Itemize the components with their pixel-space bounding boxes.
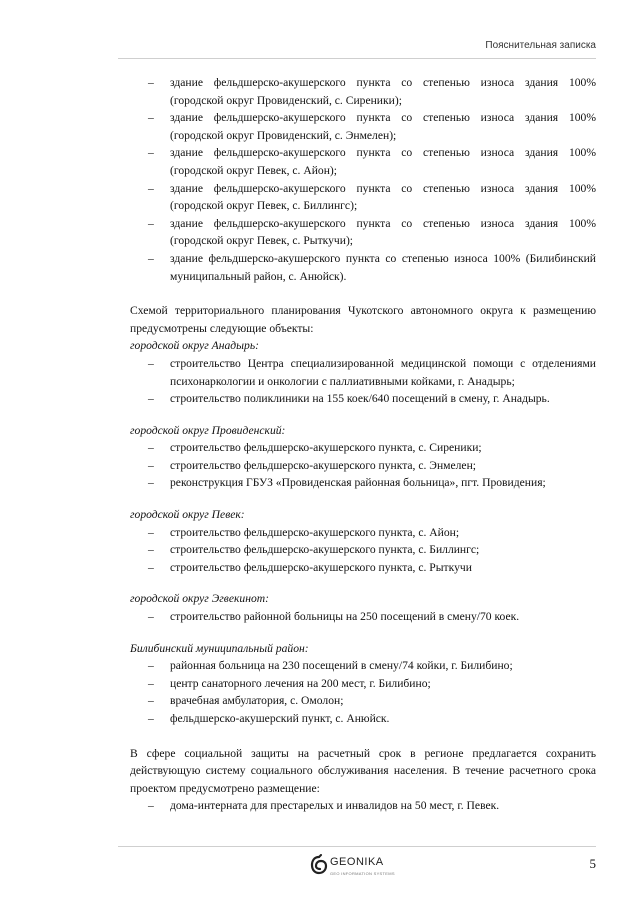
- section-heading: Билибинский муниципальный район:: [130, 641, 309, 655]
- list-item: – фельдшерско-акушерский пункт, с. Анюйск.: [130, 710, 596, 728]
- list-item: – строительство фельдшерско-акушерского пункта, с. Биллингс;: [130, 541, 596, 559]
- list-item: – строительство фельдшерско-акушерского пункта, с. Энмелен;: [130, 457, 596, 475]
- list-item: – здание фельдшерско-акушерского пункта со степенью износа здания 100% (городской округ Певек, с. Рыткучи);: [148, 216, 596, 248]
- list-dash: –: [148, 356, 154, 370]
- list-dash: –: [148, 560, 154, 574]
- list-dash: –: [148, 251, 154, 265]
- list-dash: –: [148, 525, 154, 539]
- logo-tagline: GEO INFORMATION SYSTEMS: [330, 871, 395, 876]
- list-dash: –: [148, 799, 154, 813]
- list-dash: –: [148, 476, 154, 490]
- page-number: 5: [589, 856, 596, 871]
- section-heading: городской округ Певек:: [130, 508, 245, 522]
- list-dash: –: [148, 458, 154, 472]
- list-item: – строительство фельдшерско-акушерского пункта, с. Айон;: [130, 524, 596, 542]
- section-anadyr: [130, 337, 596, 407]
- list-dash: –: [148, 712, 154, 725]
- spiral-logo-icon: [310, 854, 328, 876]
- list-item: – строительство фельдшерско-акушерского пункта, с. Сиреники;: [130, 439, 596, 457]
- section-heading: городской округ Эгвекинот:: [130, 592, 269, 606]
- list-item: – реконструкция ГБУЗ «Провиденская районная больница», пгт. Провидения;: [130, 474, 596, 492]
- section-heading: городской округ Провиденский:: [130, 423, 286, 437]
- list-item: – центр санаторного лечения на 200 мест, г. Билибино;: [130, 675, 596, 693]
- header-title: Пояснительная записка: [485, 40, 596, 51]
- list-dash: –: [148, 392, 154, 406]
- section-heading: городской округ Анадырь:: [130, 339, 259, 353]
- list-item: – здание фельдшерско-акушерского пункта со степенью износа здания 100% (городской округ Певек, с. Биллингс);: [148, 181, 596, 213]
- list-dash: –: [148, 676, 154, 690]
- list-item: – строительство поликлиники на 155 коек/640 посещений в смену, г. Анадырь.: [130, 390, 596, 408]
- scheme-intro-paragraph: Схемой территориального планирования Чукотского автономного округа к размещению предусмотрены следующие объекты:: [130, 304, 596, 335]
- list-dash: –: [148, 146, 154, 160]
- section-bilibino: [130, 640, 596, 728]
- list-item: – дома-интерната для престарелых и инвалидов на 50 мест, г. Певек.: [130, 797, 596, 815]
- social-paragraph: В сфере социальной защиты на расчетный срок в регионе предлагается сохранить действующую систему социального обслуживания населения. В течение расчетного срока проектом предусмотрено размещение:: [130, 746, 596, 795]
- list-dash: –: [148, 610, 154, 624]
- list-dash: –: [148, 659, 154, 673]
- section-egvekinot: [130, 590, 596, 625]
- section-providensky: [130, 422, 596, 492]
- list-dash: –: [148, 543, 154, 557]
- intro-list: [130, 74, 596, 285]
- footer-divider: [118, 846, 596, 847]
- list-item: – строительство районной больницы на 250 посещений в смену/70 коек.: [130, 608, 596, 626]
- list-item: – здание фельдшерско-акушерского пункта со степенью износа здания 100% (городской округ Провиденский, с. Сиреники);: [148, 76, 596, 107]
- list-dash: –: [148, 694, 154, 708]
- list-item: – врачебная амбулатория, с. Омолон;: [130, 692, 596, 710]
- header-divider: [118, 58, 596, 59]
- list-item: – здание фельдшерско-акушерского пункта со степенью износа здания 100% (городской округ Певек, с. Айон);: [148, 146, 596, 177]
- list-item: – строительство Центра специализированной медицинской помощи с отделениями психонаркологии и онкологии с паллиативными койками, г. Анадырь;: [148, 356, 596, 388]
- list-dash: –: [148, 76, 154, 89]
- section-pevek: [130, 506, 596, 576]
- list-dash: –: [148, 111, 154, 125]
- list-dash: –: [148, 216, 154, 230]
- list-dash: –: [148, 181, 154, 195]
- list-item: – здание фельдшерско-акушерского пункта со степенью износа 100% (Билибинский муниципальный район, с. Анюйск).: [148, 251, 596, 283]
- list-dash: –: [148, 441, 154, 455]
- geonika-logo: [310, 852, 400, 882]
- logo-text: GEONIKA: [330, 856, 384, 868]
- list-item: – строительство фельдшерско-акушерского пункта, с. Рыткучи: [130, 559, 596, 577]
- list-item: – районная больница на 230 посещений в смену/74 койки, г. Билибино;: [130, 657, 596, 675]
- document-body: [130, 74, 596, 815]
- list-item: – здание фельдшерско-акушерского пункта со степенью износа здания 100% (городской округ Провиденский, с. Энмелен);: [148, 111, 596, 142]
